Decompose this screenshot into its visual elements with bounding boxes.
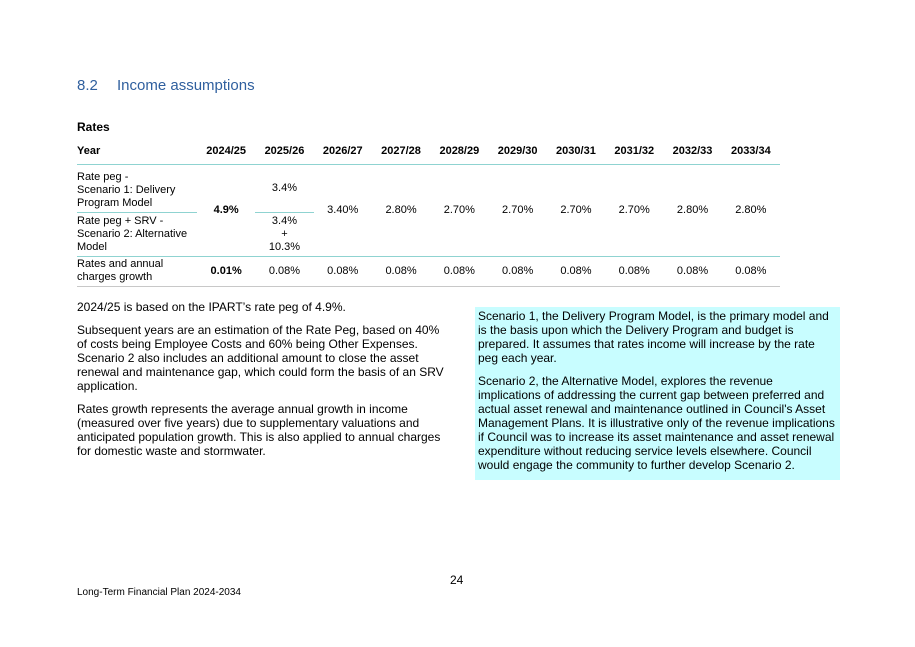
- section-number: 8.2: [77, 77, 98, 94]
- cell-2024-25-rate-peg: 4.9%: [213, 203, 239, 216]
- cell-growth: 0.01%: [210, 264, 242, 277]
- scenario-callout-box: [475, 307, 840, 480]
- cell-growth: 0.08%: [735, 264, 767, 277]
- page-number: 24: [450, 573, 464, 587]
- cell-rate-peg: 2.70%: [618, 203, 650, 216]
- cell-2025-26-scenario1: 3.4%: [255, 164, 313, 212]
- explanatory-notes: [77, 300, 447, 467]
- cell-growth: 0.08%: [676, 264, 709, 277]
- cell-growth: 0.08%: [560, 264, 592, 277]
- section-heading: [77, 77, 255, 94]
- header-col: 2030/31: [556, 144, 596, 157]
- note-paragraph: 2024/25 is based on the IPART’s rate peg of 4.9%.: [77, 300, 346, 314]
- header-year: Year: [77, 144, 101, 157]
- rates-table: [77, 138, 780, 287]
- cell-growth: 0.08%: [443, 264, 475, 277]
- header-col: 2033/34: [730, 144, 771, 157]
- header-col: 2028/29: [439, 144, 480, 157]
- cell-growth: 0.08%: [268, 264, 301, 277]
- callout-paragraph: Scenario 1, the Delivery Program Model, is the primary model and is the basis upon which the Delivery Program and budget is prepared. It assumes that rates income will increase by the rate peg each year.: [478, 309, 829, 365]
- cell-rate-peg: 2.70%: [443, 203, 475, 216]
- cell-2025-26-scenario2: 3.4% + 10.3%: [268, 214, 301, 253]
- cell-rate-peg: 2.80%: [676, 203, 709, 216]
- header-col: 2031/32: [614, 144, 655, 157]
- rates-subheading: Rates: [77, 120, 110, 134]
- header-col: 2027/28: [381, 144, 421, 157]
- header-col: 2024/25: [206, 144, 247, 157]
- cell-rate-peg: 2.80%: [735, 203, 767, 216]
- footer-document-title: Long-Term Financial Plan 2024-2034: [77, 587, 241, 598]
- header-col: 2032/33: [672, 144, 713, 157]
- cell-rate-peg: 2.70%: [502, 203, 534, 216]
- callout-paragraph: Scenario 2, the Alternative Model, explores the revenue implications of addressing the current gap between preferred and actual asset renewal and maintenance outlined in Council's Asset Management Plans. It is illustrative only of the revenue implications if Council was to increase its asset maintenance and asset renewal expenditure without reducing service levels elsewhere. Council would engage the community to further develop Scenario 2.: [478, 374, 835, 472]
- table-header-row: [77, 138, 780, 164]
- cell-growth: 0.08%: [502, 264, 534, 277]
- cell-rate-peg: 2.80%: [385, 203, 417, 216]
- note-paragraph: Subsequent years are an estimation of the Rate Peg, based on 40% of costs being Employee Costs and 60% being Other Expenses. Scenario 2 also includes an additional amount to close the asset renewal and maintenance gap, which could form the basis of an SRV application.: [77, 323, 444, 393]
- table-row-scenario1: [77, 164, 780, 212]
- row-label-scenario2: Rate peg + SRV - Scenario 2: Alternative Model: [77, 214, 188, 253]
- cell-rate-peg: 2.70%: [560, 203, 592, 216]
- table-row-growth: [77, 256, 780, 286]
- section-title: Income assumptions: [117, 77, 255, 94]
- cell-growth: 0.08%: [327, 264, 359, 277]
- row-label-growth: Rates and annual charges growth: [77, 258, 164, 283]
- cell-growth: 0.08%: [618, 264, 650, 277]
- note-paragraph: Rates growth represents the average annual growth in income (measured over five years) due to supplementary valuations and anticipated population growth. This is also applied to annual charges for domestic waste and stormwater.: [77, 402, 441, 458]
- cell-growth: 0.08%: [385, 264, 417, 277]
- row-label-scenario1: Rate peg - Scenario 1: Delivery Program Model: [77, 164, 197, 212]
- cell-rate-peg: 3.40%: [327, 203, 359, 216]
- header-col: 2025/26: [264, 144, 305, 157]
- header-col: 2029/30: [497, 144, 538, 157]
- header-col: 2026/27: [322, 144, 363, 157]
